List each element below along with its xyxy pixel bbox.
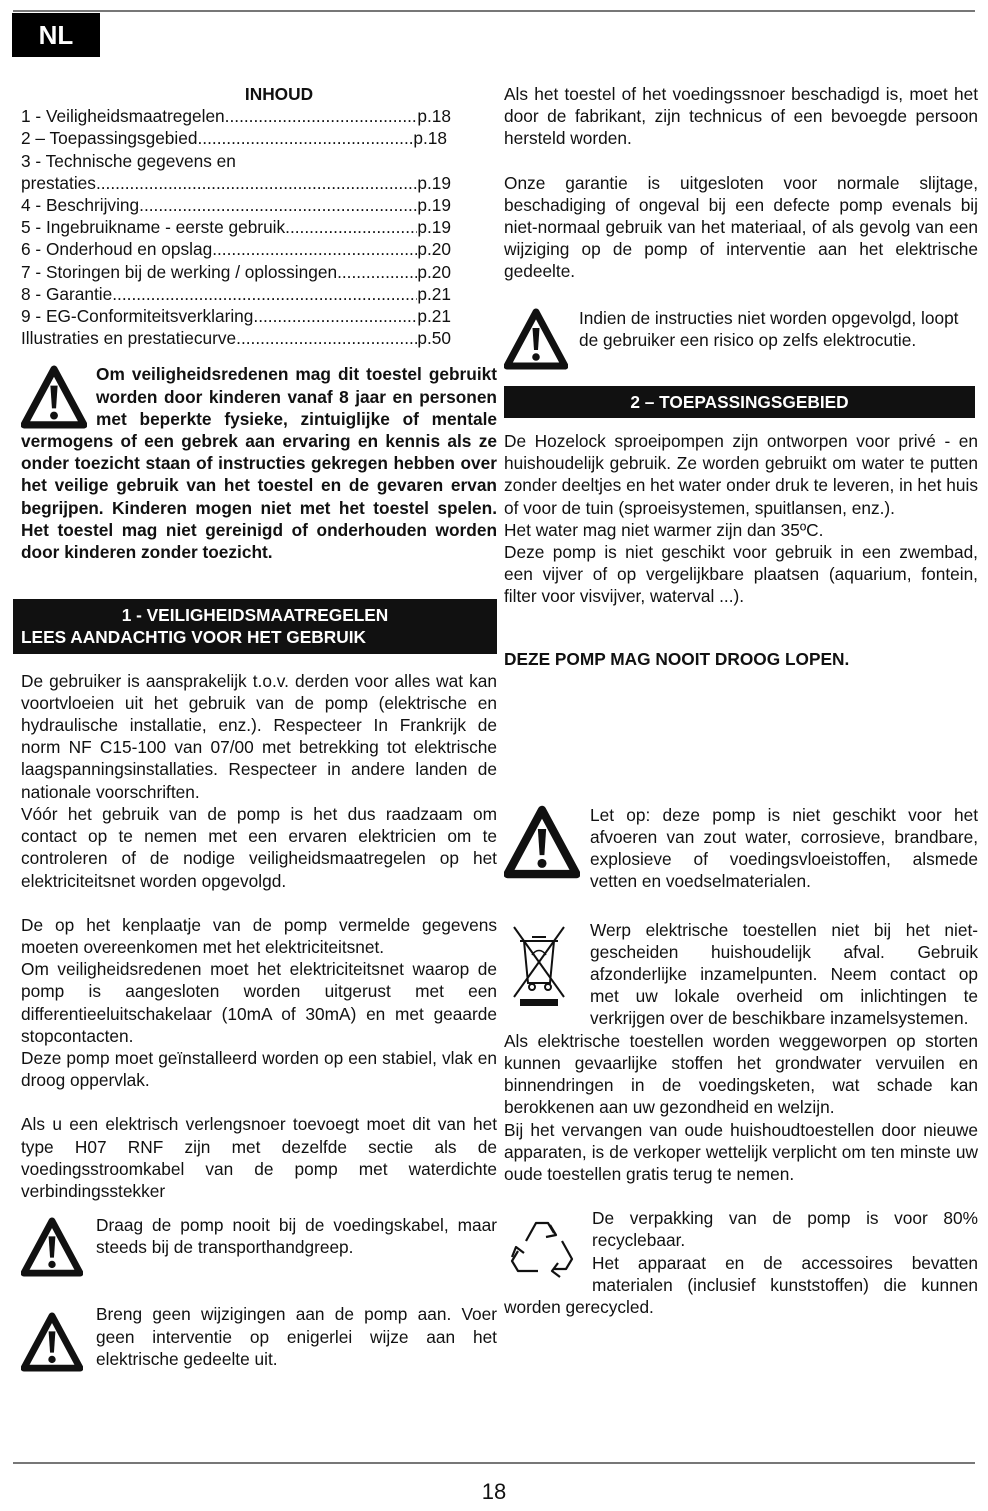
section-1-para-1: De gebruiker is aansprakelijk t.o.v. derden voor alles wat kan voortvloeien uit het gebruik van de pomp (elektrische en hydraulische installatie, enz.). Respecteer In Frankrijk de norm NF C15-100 van 07/00 met betrekking tot elektrische laagspanningsinstallaties. Respecteer in andere landen de nationale voorschriften. (21, 670, 497, 802)
left-column (21, 83, 497, 1379)
toc-entry: 9 - EG-Conformiteitsverklaring ..... p.21 (21, 305, 451, 327)
toc-entry: Illustraties en prestatiecurve ..... p.50 (21, 327, 451, 349)
warning-icon (504, 307, 568, 371)
section-1-para-2: Vóór het gebruik van de pomp is het dus raadzaam om contact op te nemen met een ervaren elektricien om te controleren of de nodige veiligheidsmaatregelen op het elektriciteitsnet worden opgevolgd. (21, 803, 497, 891)
section-1-header (13, 599, 497, 653)
recycle-block (504, 1207, 978, 1318)
dry-run-warning: DEZE POMP MAG NOOIT DROOG LOPEN. (504, 648, 850, 669)
section-2-para-3: Deze pomp is niet geschikt voor gebruik in een zwembad, een vijver of op vergelijkbare plaatsen (aquarium, fontein, filter voor visvijver, waterval ...). (504, 542, 978, 607)
weee-bin-icon (504, 919, 572, 1011)
cable-warning-text: Draag de pomp nooit bij de voedingskabel, maar steeds bij de transporthandgreep. (96, 1215, 497, 1258)
modify-warning (21, 1303, 497, 1378)
weee-para-3: Bij het vervangen van oude huishoudtoestellen door nieuwe apparaten, is de verkoper wettelijk verplicht om ten minste uw oude toestellen gratis terug te nemen. (504, 1119, 978, 1184)
toc-entry: 1 - Veiligheidsmaatregelen ..... p.18 (21, 105, 451, 127)
toc-title: INHOUD (244, 84, 314, 104)
liquids-warning (504, 804, 978, 893)
weee-text: Werp elektrische toestellen niet bij het niet-gescheiden huishoudelijk afval. Gebruik afzonderlijke inzamelpunten. Neem contact op met uw lokale overheid om inlichtingen te verkrijgen over de beschikbare inzamelsystemen. (590, 919, 978, 1029)
warning-icon (21, 1311, 83, 1373)
table-of-contents (21, 105, 497, 349)
recycle-text-1: De verpakking van de pomp is voor 80% recyclebaar. (592, 1208, 978, 1251)
section-1-para-3: De op het kenplaatje van de pomp vermelde gegevens moeten overeenkomen met het elektriciteitsnet. (21, 914, 497, 957)
toc-entry: 6 - Onderhoud en opslag ..... p.20 (21, 238, 451, 260)
liquids-warning-text: Let op: deze pomp is niet geschikt voor het afvoeren van zout water, corrosieve, brandbare, explosieve of voedingsvloeistoffen, alsmede vetten en voedselmaterialen. (590, 804, 978, 892)
weee-para-2: Als elektrische toestellen worden weggeworpen op storten kunnen gevaarlijke stoffen het grondwater vervuilen en binnendringen in de voedingsketen, wat schade kan berokkenen aan uw gezondheid en welzijn. (504, 1030, 978, 1118)
section-2-para-1: De Hozelock sproeipompen zijn ontworpen voor privé - en huishoudelijk gebruik. Ze worden gebruikt om water te putten zonder deeltjes en het water onder druk te leveren, in het huis of voor de tuin (sproeisystemen, spuitlansen, enz.). (504, 431, 978, 518)
cable-warning (21, 1214, 497, 1283)
section-1-para-4: Om veiligheidsredenen moet het elektriciteitsnet waarop de pomp is aangesloten worden uitgerust met een differentieeluitschakelaar (10mA of 30mA) en met geaarde stopcontacten. (21, 959, 497, 1046)
cord-damage-para: Als het toestel of het voedingssnoer beschadigd is, moet het door de fabrikant, zijn technicus of een bevoegde persoon hersteld worden. (504, 84, 978, 149)
top-rule (13, 10, 975, 12)
children-warning (21, 363, 497, 563)
language-tab: NL (12, 13, 100, 57)
page-number: 18 (481, 1479, 507, 1504)
instructions-warning-text: Indien de instructies niet worden opgevolgd, loopt de gebruiker een risico op zelfs elektrocutie. (579, 307, 959, 350)
section-1-subtitle: LEES AANDACHTIG VOOR HET GEBRUIK (21, 627, 367, 648)
instructions-warning (504, 307, 978, 376)
toc-entry: 5 - Ingebruikname - eerste gebruik ..... p.19 (21, 216, 451, 238)
guarantee-para: Onze garantie is uitgesloten voor normale slijtage, beschadiging of ongeval bij een defecte pomp evenals bij niet-normaal gebruik van het materiaal, of als gevolg van een wijziging op de pomp of interventie aan het elektrische gedeelte. (504, 172, 978, 282)
toc-entry: 4 - Beschrijving ..... p.19 (21, 194, 451, 216)
recycle-icon (504, 1211, 580, 1285)
toc-entry: 2 – Toepassingsgebied ..... p.18 (21, 127, 447, 149)
recycle-text-2: Het apparaat en de accessoires bevatten materialen (inclusief kunststoffen) die kunnen worden gerecycled. (504, 1252, 978, 1317)
toc-entry: prestaties ..... p.19 (21, 172, 451, 194)
toc-entry: 3 - Technische gegevens en (21, 150, 236, 171)
toc-entry: 8 - Garantie ..... p.21 (21, 283, 451, 305)
section-1-title: 1 - VEILIGHEIDSMAATREGELEN (121, 605, 389, 626)
warning-icon (21, 1216, 83, 1278)
warning-icon (21, 365, 87, 429)
warning-icon (504, 804, 580, 880)
right-column (504, 83, 978, 1318)
modify-warning-text: Breng geen wijzigingen aan de pomp aan. Voer geen interventie op enigerlei wijze aan het elektrische gedeelte uit. (96, 1304, 497, 1369)
section-2-header: 2 – TOEPASSINGSGEBIED (504, 386, 975, 418)
weee-block (504, 919, 978, 1030)
toc-entry: 7 - Storingen bij de werking / oplossingen ..... p.20 (21, 261, 451, 283)
bottom-rule (13, 1462, 975, 1464)
section-1-para-5: Deze pomp moet geïnstalleerd worden op een stabiel, vlak en droog oppervlak. (21, 1047, 497, 1091)
children-warning-text: Om veiligheidsredenen mag dit toestel gebruikt worden door kinderen vanaf 8 jaar en personen met beperkte fysieke, zintuiglijke of mentale vermogens of een gebrek aan ervaring en kennis als ze onder toezicht staan of instructies gekregen hebben over het veilige gebruik van het toestel en de gevaren ervan begrijpen. Kinderen mogen niet met het toestel spelen. Het toestel mag niet gereinigd of onderhouden worden door kinderen zonder toezicht. (21, 364, 497, 563)
section-1-para-6: Als u een elektrisch verlengsnoer toevoegt moet dit van het type H07 RNF zijn met dezelfde sectie als de voedingsstroomkabel van de pomp met waterdichte verbindingsstekker (21, 1114, 497, 1201)
section-2-para-2: Het water mag niet warmer zijn dan 35ºC. (504, 519, 824, 540)
